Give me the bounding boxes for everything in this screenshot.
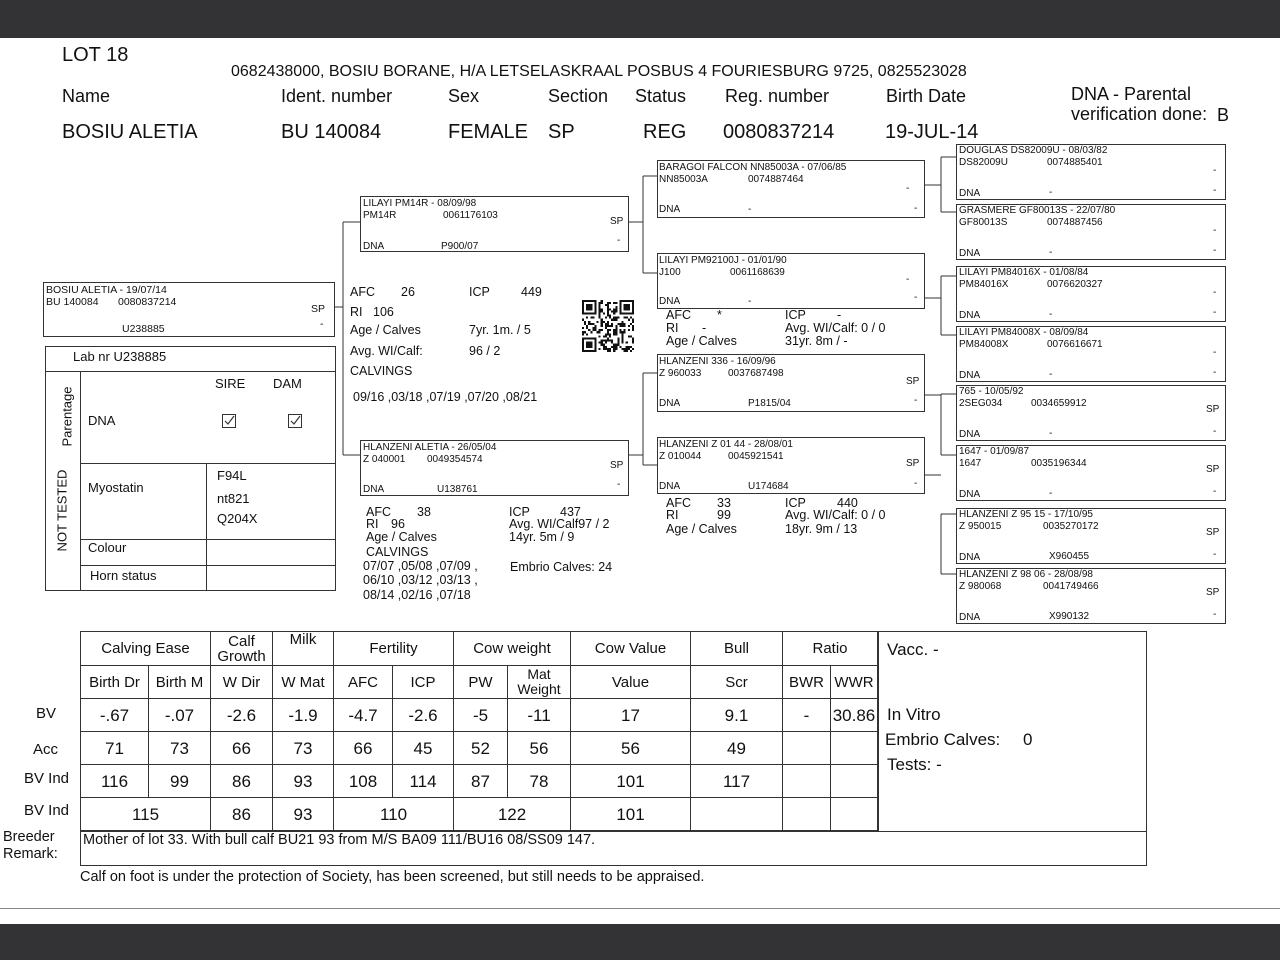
- bvind2-bwr: [783, 798, 831, 831]
- bvind-pw: 87: [454, 765, 508, 798]
- great-grandparent-box: [956, 326, 1226, 382]
- sd-dash: -: [906, 274, 910, 285]
- sire-label: SIRE: [215, 376, 246, 391]
- ds-dna: P1815/04: [748, 398, 791, 409]
- myostatin-q204x: Q204X: [217, 511, 258, 526]
- dam-sire-box: [657, 354, 925, 412]
- horn-status-label: Horn status: [90, 568, 157, 583]
- dd-afc-label: AFC: [666, 496, 691, 510]
- self-wi: 96 / 2: [469, 344, 501, 358]
- gg-ident: Z 980068: [959, 581, 1002, 592]
- sire-dna-label: DNA: [363, 241, 385, 252]
- gg-ident: 2SEG034: [959, 398, 1003, 409]
- gg-dna: -: [1049, 488, 1053, 499]
- gg-line1: GRASMERE GF80013S - 22/07/80: [959, 205, 1116, 216]
- embrio-calves-label: Embrio Calves:: [885, 730, 1001, 749]
- vacc-label: Vacc. -: [887, 640, 939, 659]
- gg-ident: DS82009U: [959, 157, 1008, 168]
- bvind-birth-dr: 116: [81, 765, 149, 798]
- bv-w-dir: -2.6: [211, 699, 273, 732]
- acc-birth-m: 73: [149, 732, 211, 765]
- gg-reg: 0074885401: [1047, 157, 1103, 168]
- dd-dna-label: DNA: [659, 481, 681, 492]
- col-w-mat: W Mat: [273, 666, 334, 699]
- dd-wi: Avg. WI/Calf: 0 / 0: [785, 508, 886, 522]
- sd-ri-label: RI: [666, 321, 679, 335]
- row-label-acc: Acc: [33, 741, 59, 758]
- dna-verification-label: DNA - Parental: [1071, 84, 1192, 104]
- sire-dna: P900/07: [441, 241, 479, 252]
- sd-wi: Avg. WI/Calf: 0 / 0: [785, 321, 886, 335]
- dd-afc: 33: [717, 496, 731, 510]
- sd-icp: -: [837, 308, 842, 322]
- sd-ident: J100: [659, 267, 681, 278]
- bv-icp: -2.6: [393, 699, 454, 732]
- gg-line1: 1647 - 01/09/87: [959, 446, 1030, 457]
- self-dna: U238885: [122, 323, 165, 335]
- dam-line1: HLANZENI ALETIA - 26/05/04: [363, 442, 497, 453]
- gg-line1: LILAYI PM84016X - 01/08/84: [959, 267, 1089, 278]
- gg-line1: DOUGLAS DS82009U - 08/03/82: [959, 145, 1108, 156]
- reg-label: Reg. number: [725, 86, 830, 106]
- dam-calvings-1: 07/07 ,05/08 ,07/09 ,: [363, 559, 478, 573]
- ss-line1: BARAGOI FALCON NN85003A - 07/06/85: [659, 162, 847, 173]
- bvind-wwr: [831, 765, 878, 798]
- col-scr: Scr: [691, 666, 783, 699]
- dd-sp: SP: [906, 458, 920, 469]
- self-age-label: Age / Calves: [350, 323, 421, 337]
- bvind-w-dir: 86: [211, 765, 273, 798]
- gg-sp: SP: [1206, 404, 1220, 415]
- gg-dash2: -: [1213, 185, 1217, 196]
- bvind2-calving-ease: 115: [81, 798, 211, 831]
- ss-reg: 0074887464: [748, 174, 804, 185]
- self-reg: 0080837214: [118, 296, 177, 308]
- col-bwr: BWR: [783, 666, 831, 699]
- animal-ident: BU 140084: [281, 121, 382, 143]
- dam-label: DAM: [273, 376, 302, 391]
- ds-line1: HLANZENI 336 - 16/09/96: [659, 356, 776, 367]
- bvind2-wwr: [831, 798, 878, 831]
- dna-verification-value: B: [1217, 105, 1230, 125]
- gg-sp: SP: [1206, 587, 1220, 598]
- remark-text: Mother of lot 33. With bull calf BU21 93 from M/S BA09 111/BU16 08/SS09 147.: [83, 832, 596, 848]
- ss-dash2: -: [914, 203, 918, 214]
- sd-dash2: -: [914, 292, 918, 303]
- vaccination-panel: [878, 631, 1147, 832]
- dd-age: 18yr. 9m / 13: [785, 522, 858, 536]
- row-label-bv: BV: [36, 705, 57, 722]
- col-mat-weight: Mat Weight: [508, 666, 571, 699]
- gg-ident: GF80013S: [959, 217, 1008, 228]
- section-label: Section: [548, 86, 609, 106]
- ds-ident: Z 960033: [659, 368, 702, 379]
- myostatin-nt821: nt821: [217, 491, 250, 506]
- bv-bwr: -: [783, 699, 831, 732]
- dam-box: [360, 440, 629, 496]
- group-fertility: Fertility: [334, 632, 454, 666]
- bvind-icp: 114: [393, 765, 454, 798]
- dam-dna-checkbox-icon: [288, 414, 302, 428]
- great-grandparent-box: [956, 204, 1226, 260]
- dam-age-label: Age / Calves: [366, 530, 437, 544]
- dam-icp-label: ICP: [509, 505, 530, 519]
- col-icp: ICP: [393, 666, 454, 699]
- great-grandparent-box: [956, 144, 1226, 200]
- sd-line1: LILAYI PM92100J - 01/01/90: [659, 255, 787, 266]
- sire-line1: LILAYI PM14R - 08/09/98: [363, 198, 477, 209]
- great-grandparent-box: [956, 385, 1226, 441]
- lab-number: Lab nr U238885: [73, 349, 167, 364]
- gg-ident: 1647: [959, 458, 982, 469]
- great-grandparent-box: [956, 568, 1226, 624]
- gg-dna-label: DNA: [959, 248, 981, 259]
- gg-dna: X990132: [1049, 611, 1090, 622]
- sire-sp: SP: [610, 216, 624, 227]
- ss-dash: -: [906, 183, 910, 194]
- acc-birth-dr: 71: [81, 732, 149, 765]
- gg-dash2: -: [1213, 609, 1217, 620]
- ident-label: Ident. number: [281, 86, 393, 106]
- remark-label-1: Breeder: [3, 829, 55, 845]
- myostatin-f94l: F94L: [217, 468, 247, 483]
- self-calvings-list: 09/16 ,03/18 ,07/19 ,07/20 ,08/21: [353, 390, 538, 404]
- owner-details: 0682438000, BOSIU BORANE, H/A LETSELASKRAAL POSBUS 4 FOURIESBURG 9725, 0825523028: [231, 63, 967, 80]
- dam-dna: U138761: [437, 484, 478, 495]
- gg-dash2: -: [1213, 426, 1217, 437]
- acc-w-dir: 66: [211, 732, 273, 765]
- bvind-birth-m: 99: [149, 765, 211, 798]
- ds-dash: -: [914, 395, 918, 406]
- dd-dna: U174684: [748, 481, 789, 492]
- sd-reg: 0061168639: [730, 267, 785, 278]
- group-milk: Milk: [273, 632, 334, 666]
- gg-dna-label: DNA: [959, 310, 981, 321]
- animal-birth: 19-JUL-14: [885, 121, 979, 143]
- acc-bwr: [783, 732, 831, 765]
- bv-scr: 9.1: [691, 699, 783, 732]
- col-birth-dr: Birth Dr: [81, 666, 149, 699]
- sex-label: Sex: [448, 86, 480, 106]
- dd-age-label: Age / Calves: [666, 522, 737, 536]
- sd-dna-label: DNA: [659, 296, 681, 307]
- bvind-scr: 117: [691, 765, 783, 798]
- birth-label: Birth Date: [886, 86, 967, 106]
- gg-dna-label: DNA: [959, 188, 981, 199]
- lot-number: LOT 18: [62, 44, 129, 66]
- gg-line1: HLANZENI Z 98 06 - 28/08/98: [959, 569, 1093, 580]
- dam-calvings-2: 06/10 ,03/12 ,03/13 ,: [363, 573, 478, 587]
- bv-afc: -4.7: [334, 699, 393, 732]
- acc-pw: 52: [454, 732, 508, 765]
- gg-dna: X960455: [1049, 551, 1090, 562]
- gg-line1: HLANZENI Z 95 15 - 17/10/95: [959, 509, 1093, 520]
- self-afc: 26: [401, 285, 415, 299]
- not-tested-label: NOT TESTED: [54, 469, 70, 552]
- acc-wwr: [831, 732, 878, 765]
- gg-line1: LILAYI PM84008X - 08/09/84: [959, 327, 1089, 338]
- gg-dna: -: [1049, 187, 1053, 198]
- ss-ident: NN85003A: [659, 174, 708, 185]
- gg-reg: 0041749466: [1043, 581, 1099, 592]
- sire-reg: 0061176103: [443, 210, 498, 221]
- gg-line1: 765 - 10/05/92: [959, 386, 1024, 397]
- acc-value: 56: [571, 732, 691, 765]
- great-grandparent-box: [956, 266, 1226, 322]
- animal-reg: 0080837214: [723, 121, 835, 143]
- bvind2-fertility: 110: [334, 798, 454, 831]
- gg-dash: -: [1213, 225, 1217, 236]
- dam-age: 14yr. 5m / 9: [509, 530, 575, 544]
- dam-embrio-calves: Embrio Calves: 24: [510, 560, 613, 574]
- row-label-bvind2: BV Ind: [24, 802, 70, 819]
- col-value: Value: [571, 666, 691, 699]
- col-wwr: WWR: [831, 666, 878, 699]
- acc-afc: 66: [334, 732, 393, 765]
- sire-ident: PM14R: [363, 210, 397, 221]
- gg-dash: -: [1213, 165, 1217, 176]
- gg-dash2: -: [1213, 486, 1217, 497]
- remark-label-2: Remark:: [3, 846, 58, 862]
- acc-w-mat: 73: [273, 732, 334, 765]
- dd-ri: 99: [717, 508, 731, 522]
- dd-line1: HLANZENI Z 01 44 - 28/08/01: [659, 439, 793, 450]
- myostatin-label: Myostatin: [88, 480, 144, 495]
- bvind2-cow-weight: 122: [454, 798, 571, 831]
- self-afc-label: AFC: [350, 285, 375, 299]
- dam-icp: 437: [560, 505, 581, 519]
- ss-dna-label: DNA: [659, 204, 681, 215]
- ss-dna: -: [748, 204, 752, 215]
- sd-ri: -: [702, 321, 707, 335]
- gg-dna-label: DNA: [959, 370, 981, 381]
- bvind2-w-mat: 93: [273, 798, 334, 831]
- dam-sp: SP: [610, 460, 624, 471]
- group-calving-ease: Calving Ease: [81, 632, 211, 666]
- sd-age-label: Age / Calves: [666, 334, 737, 348]
- dam-calvings-label: CALVINGS: [366, 545, 429, 559]
- in-vitro-label: In Vitro: [887, 705, 941, 724]
- gg-dna-label: DNA: [959, 552, 981, 563]
- gg-reg: 0034659912: [1031, 398, 1087, 409]
- ds-dna-label: DNA: [659, 398, 681, 409]
- dam-ri-label: RI: [366, 517, 379, 531]
- bvind-w-mat: 93: [273, 765, 334, 798]
- col-w-dir: W Dir: [211, 666, 273, 699]
- gg-reg: 0076620327: [1047, 279, 1103, 290]
- ebv-table: [80, 631, 878, 831]
- bvind-afc: 108: [334, 765, 393, 798]
- self-sp: SP: [311, 303, 326, 315]
- bv-mat-weight: -11: [508, 699, 571, 732]
- great-grandparent-box: [956, 508, 1226, 564]
- bvind2-w-dir: 86: [211, 798, 273, 831]
- gg-dna-label: DNA: [959, 429, 981, 440]
- self-age: 7yr. 1m. / 5: [469, 323, 531, 337]
- sire-dam-box: [657, 253, 925, 309]
- dna-label: DNA: [88, 413, 116, 428]
- dam-ri: 96: [391, 517, 405, 531]
- self-dash: -: [320, 318, 324, 330]
- bv-w-mat: -1.9: [273, 699, 334, 732]
- group-calf-growth: Calf Growth: [211, 632, 273, 666]
- acc-icp: 45: [393, 732, 454, 765]
- bvind2-scr: [691, 798, 783, 831]
- group-cow-weight: Cow weight: [454, 632, 571, 666]
- self-ri-label: RI: [350, 305, 363, 319]
- gg-dash2: -: [1213, 549, 1217, 560]
- self-ri: 106: [373, 305, 394, 319]
- col-pw: PW: [454, 666, 508, 699]
- bvind-value: 101: [571, 765, 691, 798]
- gg-sp: SP: [1206, 527, 1220, 538]
- gg-reg: 0035196344: [1031, 458, 1087, 469]
- dam-wi: Avg. WI/Calf97 / 2: [509, 517, 610, 531]
- gg-dash: -: [1213, 347, 1217, 358]
- gg-dash: -: [1213, 287, 1217, 298]
- animal-sex: FEMALE: [448, 121, 529, 143]
- gg-dna-label: DNA: [959, 612, 981, 623]
- bvind2-value: 101: [571, 798, 691, 831]
- group-ratio: Ratio: [783, 632, 878, 666]
- self-wi-label: Avg. WI/Calf:: [350, 344, 423, 358]
- gg-dna: -: [1049, 309, 1053, 320]
- gg-dash2: -: [1213, 307, 1217, 318]
- sd-afc-label: AFC: [666, 308, 691, 322]
- gg-dna: -: [1049, 428, 1053, 439]
- group-cow-value: Cow Value: [571, 632, 691, 666]
- gg-sp: SP: [1206, 464, 1220, 475]
- sire-sire-box: [657, 160, 925, 218]
- dd-icp-label: ICP: [785, 496, 806, 510]
- bv-pw: -5: [454, 699, 508, 732]
- tests-label: Tests: -: [887, 755, 942, 774]
- sire-dash: -: [617, 235, 621, 246]
- dd-icp: 440: [837, 496, 858, 510]
- gg-dna-label: DNA: [959, 489, 981, 500]
- sire-box: [360, 196, 629, 252]
- lab-panel: [45, 346, 336, 591]
- gg-reg: 0035270172: [1043, 521, 1099, 532]
- animal-pedigree-box: [43, 282, 335, 337]
- dd-reg: 0045921541: [728, 451, 784, 462]
- bv-wwr: 30.86: [831, 699, 878, 732]
- dam-dna-label: DNA: [363, 484, 385, 495]
- gg-dna: -: [1049, 247, 1053, 258]
- sd-icp-label: ICP: [785, 308, 806, 322]
- great-grandparent-box: [956, 445, 1226, 501]
- animal-section: SP: [548, 121, 575, 143]
- colour-label: Colour: [88, 540, 127, 555]
- embrio-calves-value: 0: [1023, 730, 1033, 749]
- dam-afc: 38: [417, 505, 431, 519]
- animal-status: REG: [643, 121, 687, 143]
- dam-calvings-3: 08/14 ,02/16 ,07/18: [363, 588, 471, 602]
- acc-scr: 49: [691, 732, 783, 765]
- animal-name: BOSIU ALETIA: [62, 121, 198, 143]
- dam-dam-box: [657, 437, 925, 494]
- gg-reg: 0074887456: [1047, 217, 1103, 228]
- col-afc: AFC: [334, 666, 393, 699]
- gg-reg: 0076616671: [1047, 339, 1103, 350]
- dd-dash: -: [914, 478, 918, 489]
- dd-ri-label: RI: [666, 508, 679, 522]
- sire-dna-checkbox-icon: [222, 414, 236, 428]
- gg-dash2: -: [1213, 245, 1217, 256]
- self-ident: BU 140084: [46, 296, 99, 308]
- self-line1: BOSIU ALETIA - 19/07/14: [46, 284, 167, 296]
- gg-dna: -: [1049, 369, 1053, 380]
- self-icp-label: ICP: [469, 285, 490, 299]
- status-label: Status: [635, 86, 687, 106]
- sd-afc: *: [717, 308, 722, 322]
- qr-code-icon: [582, 300, 634, 352]
- bvind-mat-weight: 78: [508, 765, 571, 798]
- remark-box: [80, 831, 1147, 866]
- col-birth-m: Birth M: [149, 666, 211, 699]
- gg-ident: PM84008X: [959, 339, 1009, 350]
- dam-reg: 0049354574: [427, 454, 483, 465]
- parentage-label: Parentage: [59, 386, 75, 447]
- self-calvings-label: CALVINGS: [350, 364, 413, 378]
- ds-sp: SP: [906, 376, 920, 387]
- dam-afc-label: AFC: [366, 505, 391, 519]
- footer-note: Calf on foot is under the protection of Society, has been screened, but still needs to be appraised.: [80, 869, 705, 885]
- sd-age: 31yr. 8m / -: [785, 334, 848, 348]
- ds-reg: 0037687498: [728, 368, 784, 379]
- dam-dash: -: [617, 479, 621, 490]
- self-icp: 449: [521, 285, 542, 299]
- gg-dash2: -: [1213, 367, 1217, 378]
- dd-ident: Z 010044: [659, 451, 702, 462]
- bv-birth-dr: -.67: [81, 699, 149, 732]
- bvind-bwr: [783, 765, 831, 798]
- bv-birth-m: -.07: [149, 699, 211, 732]
- row-label-bvind: BV Ind: [24, 770, 70, 787]
- sd-dna: -: [748, 296, 752, 307]
- gg-ident: PM84016X: [959, 279, 1009, 290]
- bv-value: 17: [571, 699, 691, 732]
- group-bull: Bull: [691, 632, 783, 666]
- gg-ident: Z 950015: [959, 521, 1002, 532]
- acc-mat-weight: 56: [508, 732, 571, 765]
- dna-verification-label-2: verification done:: [1071, 104, 1208, 124]
- dam-ident: Z 040001: [363, 454, 406, 465]
- name-label: Name: [62, 86, 111, 106]
